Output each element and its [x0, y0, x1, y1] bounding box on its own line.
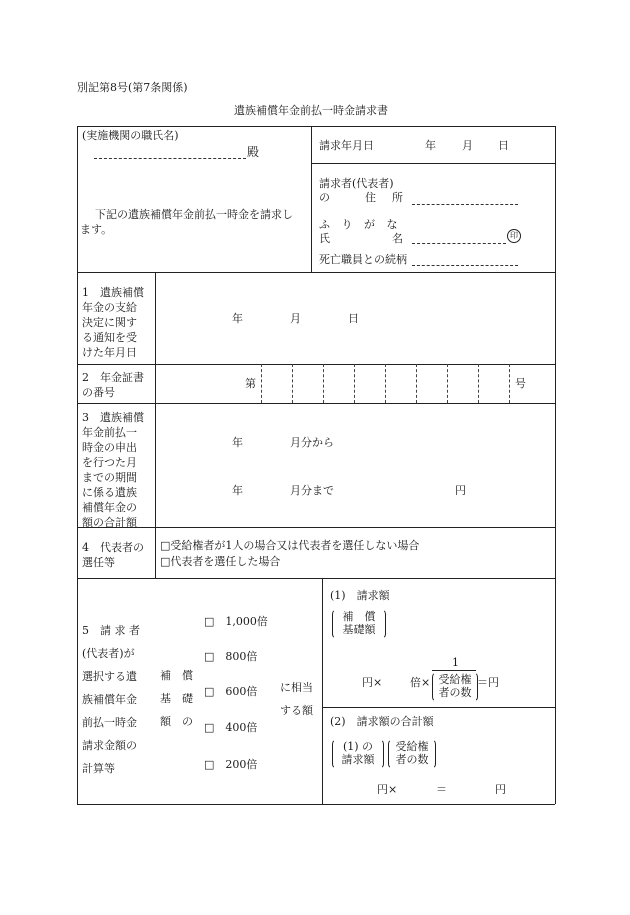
honorific: 殿 — [247, 145, 260, 159]
period-from-year[interactable]: 年 — [232, 436, 243, 449]
calc1-times-times[interactable]: 倍× — [410, 676, 431, 689]
calc2-count-bracket: 受給権 者の数 — [388, 739, 436, 769]
total-amount-yen[interactable]: 円 — [455, 484, 466, 497]
name-label-shi: 氏 — [319, 232, 330, 245]
name-field[interactable] — [412, 243, 506, 244]
base-amount-label: 補 償 基 礎 額 の — [160, 669, 193, 728]
calc1-title: (1) 請求額 — [330, 589, 390, 602]
row1-month[interactable]: 月 — [290, 312, 301, 325]
row2-label: 2 年金証書 の番号 — [82, 371, 144, 399]
calc1-numerator: 1 — [452, 656, 459, 669]
calc2-title: (2) 請求額の合計額 — [330, 715, 434, 728]
multiple-option-400[interactable]: □ 400倍 — [204, 721, 258, 734]
period-to-year[interactable]: 年 — [232, 484, 243, 497]
multiple-option-800[interactable]: □ 800倍 — [204, 650, 258, 663]
official-name-field[interactable] — [94, 158, 246, 159]
request-date-month[interactable]: 月 — [462, 139, 473, 152]
request-date-year[interactable]: 年 — [425, 139, 436, 152]
request-date-day[interactable]: 日 — [498, 139, 509, 152]
multiple-option-200[interactable]: □ 200倍 — [204, 758, 258, 771]
address-label-ju: 住 — [365, 191, 376, 204]
request-date-label: 請求年月日 — [319, 139, 374, 152]
name-label-mei: 名 — [392, 232, 403, 245]
form-title: 遺族補償年金前払一時金請求書 — [234, 104, 388, 117]
certificate-suffix: 号 — [515, 377, 526, 390]
relation-label: 死亡職員との続柄 — [319, 253, 407, 266]
certificate-prefix: 第 — [245, 377, 256, 390]
multiple-option-1000[interactable]: □ 1,000倍 — [204, 615, 268, 628]
equivalent-amount-label: に相当 する額 — [280, 681, 313, 717]
request-text-line-2: ます。 — [80, 223, 113, 236]
row1-year[interactable]: 年 — [232, 312, 243, 325]
official-title-label: (実施機関の職氏名) — [82, 129, 179, 142]
row3-label: 3 遺族補償 年金前払一 時金の申出 を行つた月 までの期間 に係る遺族 補償年金の 額の合計額 — [82, 411, 144, 529]
representative-option-selected[interactable]: □代表者を選任した場合 — [160, 555, 281, 568]
row1-day[interactable]: 日 — [348, 312, 359, 325]
calc2-yen-times[interactable]: 円× — [377, 783, 398, 796]
calc2-yen[interactable]: 円 — [495, 783, 506, 796]
address-field[interactable] — [412, 204, 518, 205]
address-label-sho: 所 — [392, 191, 403, 204]
seal-mark: 印 — [507, 229, 521, 243]
calc2-amount-bracket: (1) の 請求額 — [332, 739, 384, 769]
calc1-yen-times[interactable]: 円× — [362, 676, 383, 689]
address-label-no: の — [319, 191, 330, 204]
row5-label: 5 請 求 者 (代表者)が 選択する遺 族補償年金 前払一時金 請求金額の 計算等 — [82, 624, 140, 775]
row4-label: 4 代表者の 選任等 — [82, 541, 144, 569]
calc1-fraction-bar — [432, 670, 476, 671]
request-text-line-1: 下記の遺族補償年金前払一時金を請求し — [95, 208, 293, 221]
period-from-month[interactable]: 月分から — [290, 436, 334, 449]
calc2-equals: ＝ — [436, 783, 447, 796]
claimant-label: 請求者(代表者) — [319, 177, 394, 190]
calc1-equals-yen[interactable]: ＝円 — [477, 676, 499, 689]
calc1-denominator-bracket: 受給権 者の数 — [432, 672, 478, 702]
row1-label: 1 遺族補償 年金の支給 決定に関す る通知を受 けた年月日 — [82, 286, 144, 359]
period-to-month[interactable]: 月分まで — [290, 484, 334, 497]
furigana-label: ふ り が な — [319, 218, 402, 231]
relation-field[interactable] — [412, 265, 518, 266]
representative-option-single[interactable]: □受給権者が1人の場合又は代表者を選任しない場合 — [160, 539, 420, 552]
calc1-base-bracket: 補 償 基礎額 — [332, 609, 386, 639]
multiple-option-600[interactable]: □ 600倍 — [204, 685, 258, 698]
form-number: 別記第8号(第7条関係) — [77, 81, 188, 94]
